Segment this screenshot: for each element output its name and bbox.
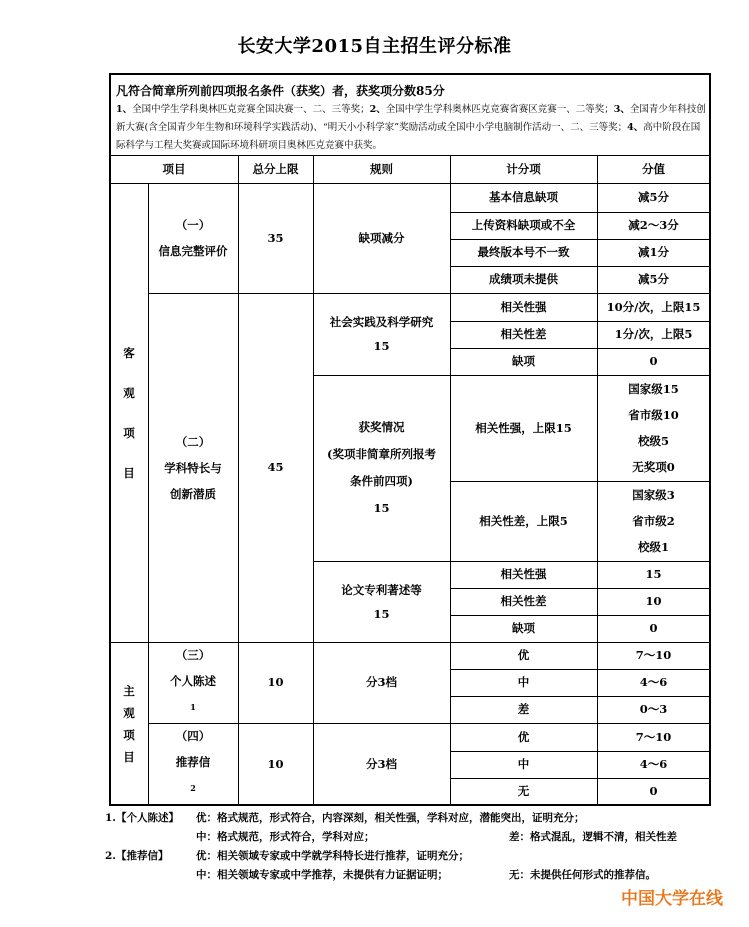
group-char: 客 [123,345,135,360]
note-row [105,809,729,828]
header-scoring: 计分项 [506,161,541,176]
value-line: 省市级2 [632,514,675,528]
awards-rule [313,375,450,561]
item-label [170,668,216,724]
value-cell: 7～10 [635,729,672,744]
scoring-cell: 最终版本号不一致 [477,245,570,259]
item-label [176,749,211,805]
group-char: 项 [123,425,135,440]
header-item: 项目 [162,161,186,176]
watermark: 中国大学在线 [621,889,723,909]
item2-name [148,293,238,642]
value-cell: 4～6 [639,675,668,689]
scoring-cell: 差 [517,702,530,716]
group-subjective [110,642,148,805]
item3-rule: 分3档 [365,675,397,689]
scoring-cell: 中 [517,675,530,689]
value-cell: 0～3 [639,702,668,716]
note-text: 中：格式规范，形式符合，学科对应； [196,831,375,843]
header-value: 分值 [642,161,665,176]
value-cell: 减2～3分 [628,218,679,232]
rule-label: 论文专利著述等 [341,582,422,597]
rule-points: 15 [373,501,390,515]
note-text: 优：格式规范，形式符合，内容深刻，相关性强，学科对应，潜能突出，证明充分； [196,812,585,824]
value-cell: 减5分 [637,190,669,204]
item-label: 学科特长与 [164,460,222,475]
note-text: 差：格式混乱，逻辑不清，相关性差 [509,831,677,843]
rule-label: 社会实践及科学研究 [329,315,434,329]
value-cell: 7～10 [635,648,672,662]
group-char: 项 [123,727,135,742]
item3-name [148,642,238,723]
item-label: 信息完整评价 [158,244,228,258]
item2-max: 45 [267,460,284,474]
note-text: 中：相关领域专家或中学推荐，未提供有力证据证明； [196,869,448,881]
note-row [109,866,729,885]
group-objective [110,183,148,642]
rule-points: 15 [373,606,390,621]
item-label: 创新潜质 [170,486,216,501]
scoring-cell: 中 [517,757,530,771]
condition-num: 1、 [116,104,133,115]
group-char: 目 [123,749,135,764]
value-cell: 10分/次，上限15 [606,299,701,314]
item1-name [148,183,238,293]
header-max: 总分上限 [252,161,299,176]
group-char: 目 [123,465,135,480]
condition-text: 全国青少年科技创新大赛(含全国青少年生物和环境科学实践活动)、“明天小小科学家”奖励活动或全国中小学电脑制作活动一、二、三等奖； [116,104,706,133]
value-cell: 4～6 [639,757,668,771]
value-line: 校级5 [637,434,669,448]
item4-name [148,723,238,805]
rule-label: 获奖情况 [358,420,405,434]
value-line: 无奖项0 [632,460,675,474]
value-cell: 10 [645,594,662,608]
value-cell: 减5分 [637,272,669,286]
note-label: 1.【个人陈述】 [105,812,179,824]
value-line: 校级1 [637,540,669,554]
item-num: （二） [175,434,211,449]
value-cell: 1分/次，上限5 [614,327,693,341]
group-char: 观 [123,385,135,400]
scoring-cell: 相关性强 [500,299,547,314]
value-cell [597,375,710,481]
footnote-mark: 1 [190,701,196,712]
conditions-heading: 凡符合简章所列前四项报名条件（获奖）者，获奖项分数85分 [116,84,445,98]
value-line: 国家级15 [628,382,679,396]
scoring-cell: 相关性差，上限5 [479,513,568,528]
value-line: 省市级10 [628,408,679,422]
note-text: 优：相关领域专家或中学就学科特长进行推荐，证明充分； [196,850,469,862]
condition-text: 全国中学生学科奥林匹克竞赛全国决赛一、二、三等奖； [132,104,370,115]
condition-text: 全国中学生学科奥林匹克竞赛省赛区竞赛一、二等奖； [385,104,614,115]
value-cell: 减1分 [637,245,669,259]
item-num: （四） [175,729,211,744]
scoring-cell: 缺项 [512,621,535,635]
item1-rule: 缺项减分 [358,230,405,245]
footnote-mark: 2 [190,783,196,794]
item4-max: 10 [267,756,284,771]
rule-label: 条件前四项) [350,474,413,488]
scoring-cell: 相关性强 [500,567,547,581]
rule-points: 15 [373,339,390,353]
papers-rule [313,561,450,642]
condition-text: 高中阶段在国际科学与工程大奖赛或国际环境科研项目奥林匹克竞赛中获奖。 [116,122,701,151]
footnotes [105,809,729,885]
group-char: 主 [123,683,135,698]
value-cell: 0 [649,784,658,798]
scoring-cell: 相关性强，上限15 [475,420,572,435]
scoring-cell: 优 [517,648,530,662]
practice-rule [313,293,450,375]
value-cell [597,481,710,561]
scoring-cell: 缺项 [512,354,535,368]
rule-label: (奖项非简章所列报考 [327,447,436,461]
scoring-cell: 成绩项未提供 [489,272,558,286]
conditions-list [116,101,706,155]
item-label-text: 推荐信 [175,755,211,770]
item1-max: 35 [267,230,284,245]
scoring-cell: 上传资料缺项或不全 [471,218,576,232]
scoring-cell: 基本信息缺项 [489,190,558,204]
value-line: 国家级3 [632,488,675,502]
item3-max: 10 [267,675,284,689]
note-row [109,828,729,847]
header-rule: 规则 [370,161,393,176]
document-title: 长安大学2015自主招生评分标准 [237,36,512,57]
scoring-cell: 无 [517,784,530,798]
group-char: 观 [123,705,135,720]
item-label-text: 个人陈述 [170,673,216,688]
scoring-cell: 相关性差 [500,327,547,341]
scoring-cell: 优 [517,729,530,744]
note-label: 2.【推荐信】 [105,850,169,862]
item4-rule: 分3档 [365,756,397,771]
condition-num: 2、 [369,104,386,115]
note-row [105,847,729,866]
condition-num: 4、 [627,122,644,133]
value-cell: 15 [645,567,662,581]
value-cell: 0 [649,621,658,635]
note-text: 无：未提供任何形式的推荐信。 [509,869,656,881]
scoring-cell: 相关性差 [500,594,547,608]
value-cell: 0 [649,354,658,368]
item-num: （三） [175,647,211,662]
condition-num: 3、 [613,104,630,115]
item-num: （一） [175,218,211,232]
